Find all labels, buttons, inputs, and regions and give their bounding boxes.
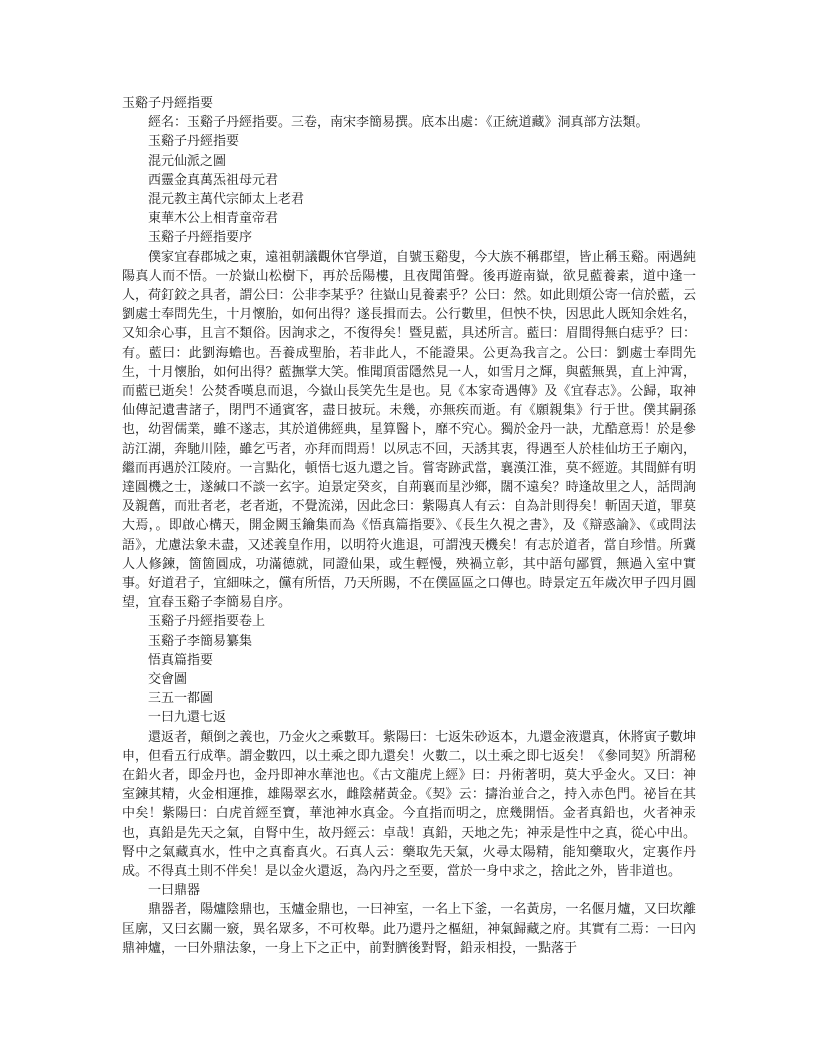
heading-line: 玉谿子丹經指要 xyxy=(148,134,240,150)
preface-paragraph: 僕家宜春郡城之東，遠祖朝議觀休官學道，自號玉谿叟，今大族不稱郡望，皆止稱玉谿。兩遇純陽真人而不悟。一於嶽山松樹下，再於岳陽樓，且夜聞笛聲。後再遊南嶽，欲見藍養素，道中逢一人，荷釘鉸之具者，謂公曰：公非李某乎？往嶽山見養素乎？公曰：然。如此則煩公寄一信於藍，云劉處士奉問先生，十月懷胎，如何出得？遂長揖而去。公行數里，但怏不快，因思此人既知余姓名，又知余心事，且言不類俗。因詢求之，不復得矣！暨見藍，具述所言。藍曰：眉間得無白痣乎？曰：有。藍曰：此劉海蟾也。吾養成聖胎，若非此人，不能證果。公更為我言之。公曰：劉處士奉問先生，十月懷胎，如何出得？藍撫掌大笑。惟聞頂雷隱然見一人，如雪月之輝，與藍無異，直上沖霄，而藍已逝矣！公焚香嘆息而退，今嶽山長笑先生是也。見《本家奇遇傳》及《宜春志》。公歸，取神仙傳記遺書諸子，閉門不通賓客，盡日披玩。未幾，亦無疾而逝。有《願親集》行于世。僕其嗣孫也，幼習儒業，雖不遂志，其於道佛經典，星算醫卜，靡不究心。獨於金丹一訣，尤酷意焉！於是參訪江湖，奔馳川陸，雖乞丐者，亦拜而問焉！以夙志不回，天誘其衷，得遇至人於桂仙坊王子廟內，繼而再遇於江陵府。一言點化，頓悟七返九還之旨。嘗寄跡武當，襄漢江淮，莫不經遊。其間鮮有明達圓機之士，遂緘口不談一玄字。迫景定癸亥，自荊襄而星沙鄉，闊不遠矣？時逢故里之人，話問詢及親舊，而壯者老，老者逝，不覺流涕，因此念曰：紫陽真人有云：自為計則得矣！斬固天道，罪莫大焉，。即啟心構天，開金闕玉鑰集而為《悟真篇指要》、《長生久視之書》，及《辯惑論》、《或問法語》，尤慮法象未盡，又述義皇作用，以明符火進退，可謂洩天機矣！有志於道者，當自珍惜。所冀人人修鍊，箇箇圓成，功滿德就，同證仙果，或生輕慢，殃禍立彰，其中語句鄙質，無過入室中實事。好道君子，宜細味之，儻有所悟，乃天所賜，不在僕區區之口傳也。時景定五年歲次甲子四月圓望，宜春玉谿子李簡易自序。 xyxy=(122,249,696,611)
document-body xyxy=(122,94,696,958)
scripture-note: 經名：玉谿子丹經指要。三卷，南宋李簡易撰。底本出處：《正統道藏》洞真部方法類。 xyxy=(148,115,649,131)
heading-line: 玉谿子李簡易纂集 xyxy=(148,633,253,649)
return-paragraph: 還返者，顛倒之義也，乃金火之乘數耳。紫陽曰：七返朱砂返本，九還金液還真，休將寅子數坤申，但看五行成準。謂金數四，以土乘之即九還矣！火數二，以土乘之即七返矣！《參同契》所謂秘在鉛火者，即金丹也，金丹即神水華池也。《古文龍虎上經》曰：丹術著明，莫大乎金火。又曰：神室鍊其精，火金相運推，雄陽翠玄水，雌陰赭黃金。《契》云：擣治並合之，持入赤色門。祕旨在其中矣！紫陽曰：白虎首經至寶，華池神水真金。今直指而明之，庶幾開悟。金者真鉛也，火者神汞也，真鉛是先天之氣，自腎中生，故丹經云：卓哉！真鉛，天地之先；神汞是性中之真，從心中出。腎中之氣藏真水，性中之真畜真火。石真人云：藥取先天氣，火尋太陽精，能知藥取火，定裏作丹成。不得真土則不伴矣！是以金火還返，為內丹之至要，當於一身中求之，捨此之外，皆非道也。 xyxy=(122,729,696,879)
vessel-paragraph: 鼎器者，陽爐陰鼎也，玉爐金鼎也，一曰神室，一名上下釜，一名黃房，一名偃月爐，又曰坎離匡廓，又曰玄關一竅，異名眾多，不可枚舉。此乃還丹之樞紐，神氣歸藏之府。其實有二焉：一曰內鼎神爐，一曰外鼎法象，一身上下之正中，前對臍後對腎，鉛汞相投，一點落于 xyxy=(122,902,696,956)
document-title: 玉谿子丹經指要 xyxy=(122,96,214,111)
heading-line: 三五一都圖 xyxy=(148,691,214,707)
heading-line: 玉谿子丹經指要卷上 xyxy=(148,614,266,630)
heading-line: 一曰九還七返 xyxy=(148,710,227,726)
heading-line: 一曰鼎器 xyxy=(148,883,201,899)
heading-line: 混元教主萬代宗師太上老君 xyxy=(148,191,305,207)
heading-line: 東華木公上相青童帝君 xyxy=(148,211,279,227)
heading-line: 玉谿子丹經指要序 xyxy=(148,230,253,246)
heading-line: 交會圖 xyxy=(148,671,188,687)
heading-line: 混元仙派之圖 xyxy=(148,153,227,169)
heading-line: 西靈金真萬炁祖母元君 xyxy=(148,172,279,188)
heading-line: 悟真篇指要 xyxy=(148,652,214,668)
